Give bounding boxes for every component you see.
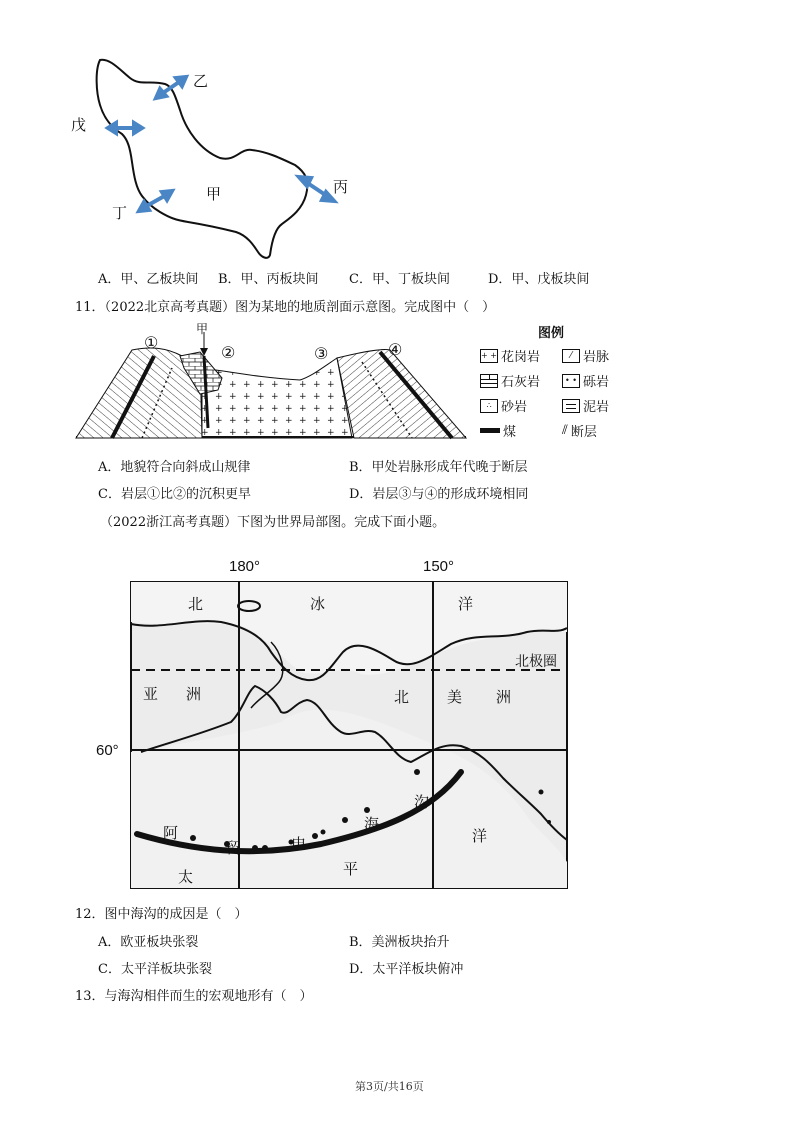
map-label-mei: 美 [447,689,463,706]
arctic-circle-label: 北极圈 [515,653,557,669]
map-label-bing: 冰 [310,596,326,613]
legend-sandstone: ∴ 砂岩 [480,396,527,415]
group-intro: （2022浙江高考真题）下图为世界局部图。完成下面小题。 [100,515,446,530]
marker-jia: 甲 [196,322,209,336]
legend-limestone: 石灰岩 [480,371,540,390]
marker-3: ③ [314,344,329,363]
legend-fault: ⫽ 断层 [562,423,597,440]
q12-stem: 12．图中海沟的成因是（ ） [75,907,248,922]
coal-swatch-icon [480,428,500,433]
map-label-ya: 亚 [143,686,159,703]
mudstone-swatch-icon [562,399,580,413]
map-label-bei: 北 [188,596,204,613]
map-frame [131,582,571,890]
map-label-tai: 太 [178,869,194,886]
page-footer: 第3页/共16页 [355,1080,424,1093]
plate-label-ding: 丁 [112,204,128,222]
q12-option-b[interactable]: B．美洲板块抬升 [349,935,450,950]
q11-option-b[interactable]: B．甲处岩脉形成年代晚于断层 [349,460,528,475]
map-label-shen: 申 [291,836,307,853]
map-label-ping: 平 [343,861,359,878]
legend-mudstone: 泥岩 [562,396,609,415]
lon-180-label: 180° [229,558,261,575]
q10-option-a[interactable]: A．甲、乙板块间 [98,272,199,287]
fault-swatch-icon: ⫽ [562,423,568,438]
plate-label-wu: 戊 [71,116,87,134]
plate-outline [0,0,794,280]
map-label-a: 阿 [163,825,179,842]
marker-2: ② [221,343,236,362]
q13-stem: 13．与海沟相伴而生的宏观地形有（ ） [75,989,313,1004]
dike-swatch-icon: ⁄ [562,349,580,363]
legend-coal: 煤 [480,421,516,440]
lon-150-label: 150° [423,558,455,575]
sandstone-swatch-icon: ∴ [480,399,498,413]
q11-stem: 11．（2022北京高考真题）图为某地的地质剖面示意图。完成图中（ ） [75,300,496,315]
map-label-zhou-asia: 洲 [186,686,202,703]
q11-option-a[interactable]: A．地貌符合向斜成山规律 [98,460,251,475]
plate-label-jia: 甲 [206,185,222,203]
limestone-swatch-icon [480,374,498,388]
q12-option-c[interactable]: C．太平洋板块张裂 [98,962,212,977]
lat-60-label: 60° [96,742,119,759]
plate-label-bing: 丙 [333,178,349,196]
granite-swatch-icon: + + [480,349,498,363]
q10-option-b[interactable]: B．甲、丙板块间 [218,272,319,287]
q11-option-c[interactable]: C．岩层①比②的沉积更早 [98,487,251,502]
map-label-gou: 沟 [414,794,430,811]
q10-option-d[interactable]: D．甲、戊板块间 [488,272,590,287]
q11-option-d[interactable]: D．岩层③与④的形成环境相同 [349,487,529,502]
map-label-hai: 海 [364,816,380,833]
map-label-yang-arctic: 洋 [458,596,474,613]
conglomerate-swatch-icon: • • [562,374,580,388]
map-label-bei-na: 北 [394,689,410,706]
q12-option-d[interactable]: D．太平洋板块俯冲 [349,962,464,977]
map-label-yang-pacific: 洋 [472,828,488,845]
legend-title: 图例 [538,326,565,341]
legend-granite: + + 花岗岩 [481,350,541,365]
plate-label-yi: 乙 [193,72,209,90]
geologic-cross-section [72,318,472,448]
q12-option-a[interactable]: A．欧亚板块张裂 [98,935,199,950]
map-label-liu: 留 [226,840,242,857]
legend-dike: ⁄ 岩脉 [562,346,609,365]
q10-option-c[interactable]: C．甲、丁板块间 [349,272,450,287]
marker-4: ④ [388,340,403,359]
legend-conglomerate: • • 砾岩 [562,371,609,390]
map-label-zhou-na: 洲 [496,689,512,706]
marker-1: ① [144,333,159,352]
